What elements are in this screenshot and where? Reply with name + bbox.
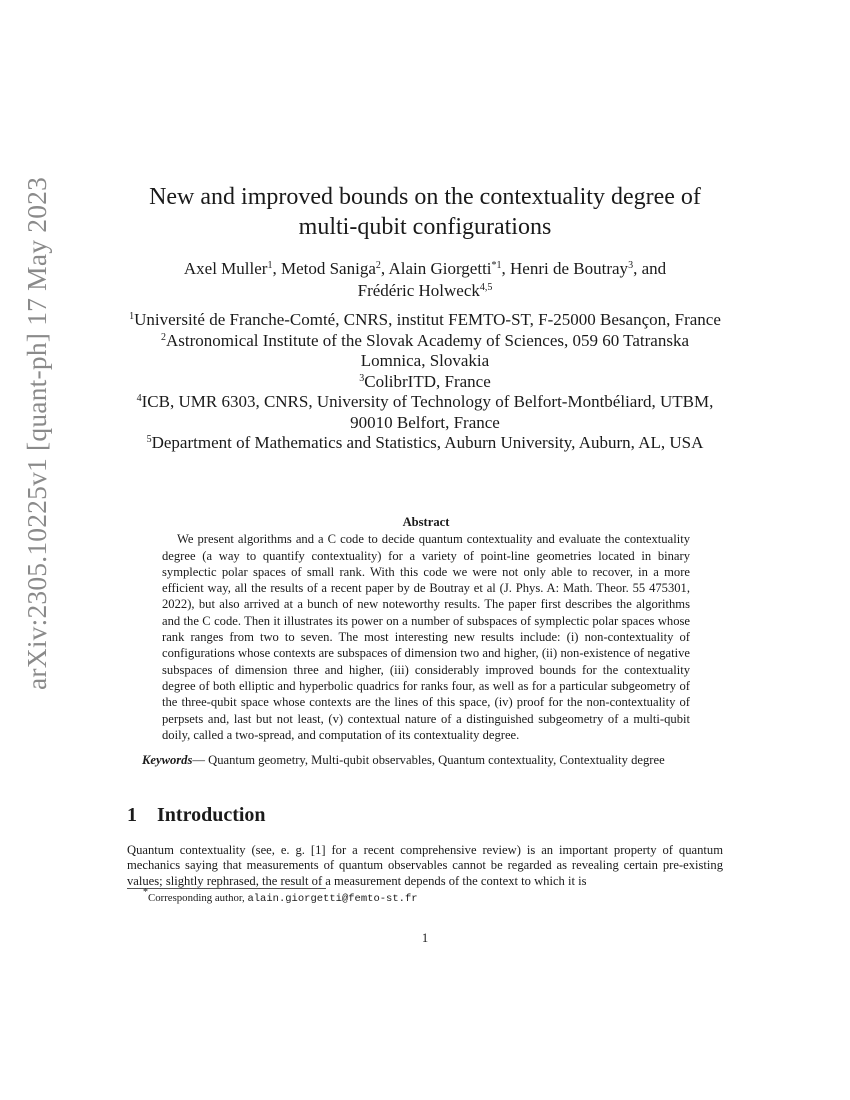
introduction-paragraph: Quantum contextuality (see, e. g. [1] for a recent comprehensive review) is an important property of quantum mechanics saying that measurements of quantum observables cannot be regarded as revealing certain pre-existing values; slightly rephrased, the result of a measurement depends of the context to which it is: [127, 843, 723, 888]
author-affiliation-mark: 1: [267, 260, 273, 271]
affiliation: $^2$Astronomical Institute of the Slovak Academy of Sciences, 059 60 Tatranska Lomnica, Slovakia: [160, 330, 689, 370]
keywords-text: Quantum geometry, Multi-qubit observables, Quantum contextuality, Contextuality degree: [208, 753, 665, 767]
author: Henri de Boutray$^3$, and: [510, 259, 667, 278]
abstract: [162, 514, 690, 743]
author-affiliation-mark: *1: [491, 260, 502, 271]
corresponding-author-email-link[interactable]: alain.giorgetti@femto-st.fr: [247, 893, 418, 905]
keywords-dash: —: [192, 753, 209, 767]
affiliation-list: [127, 310, 723, 454]
page-number: 1: [421, 931, 429, 945]
keywords-label: Keywords: [142, 753, 193, 767]
arxiv-identifier-stamp: arXiv:2305.10225v1 [quant-ph] 17 May 2023: [21, 176, 52, 690]
affiliation: $^4$ICB, UMR 6303, CNRS, University of Technology of Belfort-Montbéliard, UTBM, 90010 Belfort, France: [136, 392, 714, 432]
section-heading-introduction: [127, 802, 266, 828]
affiliation: $^1$Université de Franche-Comté, CNRS, institut FEMTO-ST, F-25000 Besançon, France: [129, 310, 721, 329]
footnote-divider: [127, 888, 326, 889]
affiliation: $^5$Department of Mathematics and Statistics, Auburn University, Auburn, AL, USA: [146, 433, 704, 452]
paper-title: [127, 182, 723, 242]
author-affiliation-mark: 3: [628, 260, 634, 271]
abstract-body: We present algorithms and a C code to decide quantum contextuality and evaluate the contextuality degree (a way to quantify contextuality) for a variety of point-line geometries located in binary symplectic polar spaces of small rank. With this code we were not only able to recover, in a more efficient way, all the results of a recent paper by de Boutray et al (J. Phys. A: Math. Theor. 55 475301, 2022), but also arrived at a bunch of new noteworthy results. The paper first describes the algorithms and the C code. Then it illustrates its power on a number of subspaces of symplectic polar spaces whose rank ranges from two to seven. The most interesting new results include: (i) non-contextuality of configurations whose contexts are subspaces of dimension two and higher, (ii) non-existence of negative subspaces of dimension three and higher, (iii) considerably improved bounds for the contextuality degree of both elliptic and hyperbolic quadrics for ranks four, as well as for a particular subgeometry of the three-qubit space whose contexts are the lines of this space, (iv) proof for the non-contextuality of perpsets and, last but not least, (v) contextual nature of a distinguished subgeometry of a multi-qubit doily, called a two-spread, and computation of its contextuality degree.: [162, 532, 690, 742]
author-affiliation-mark: 4,5: [479, 282, 493, 293]
author: Axel Muller$^1$,: [183, 259, 281, 278]
title-line-1: New and improved bounds on the contextuality degree of: [149, 184, 701, 210]
abstract-heading: Abstract: [402, 515, 450, 529]
author-affiliation-mark: 2: [375, 260, 381, 271]
author: Metod Saniga$^2$,: [280, 259, 389, 278]
section-number: 1: [127, 804, 137, 826]
footnote-mark: *: [143, 887, 148, 898]
section-title: Introduction: [157, 804, 266, 826]
author: Alain Giorgetti$^{*1}$,: [388, 259, 511, 278]
title-line-2: multi-qubit configurations: [298, 214, 552, 240]
footnote-corresponding-author: *Corresponding author, alain.giorgetti@femto-st.fr: [143, 887, 418, 905]
author-list: [127, 258, 723, 302]
affiliation: $^3$ColibrITD, France: [359, 371, 491, 391]
author: Frédéric Holweck$^{4,5}$: [357, 281, 493, 300]
keywords: [127, 752, 723, 768]
